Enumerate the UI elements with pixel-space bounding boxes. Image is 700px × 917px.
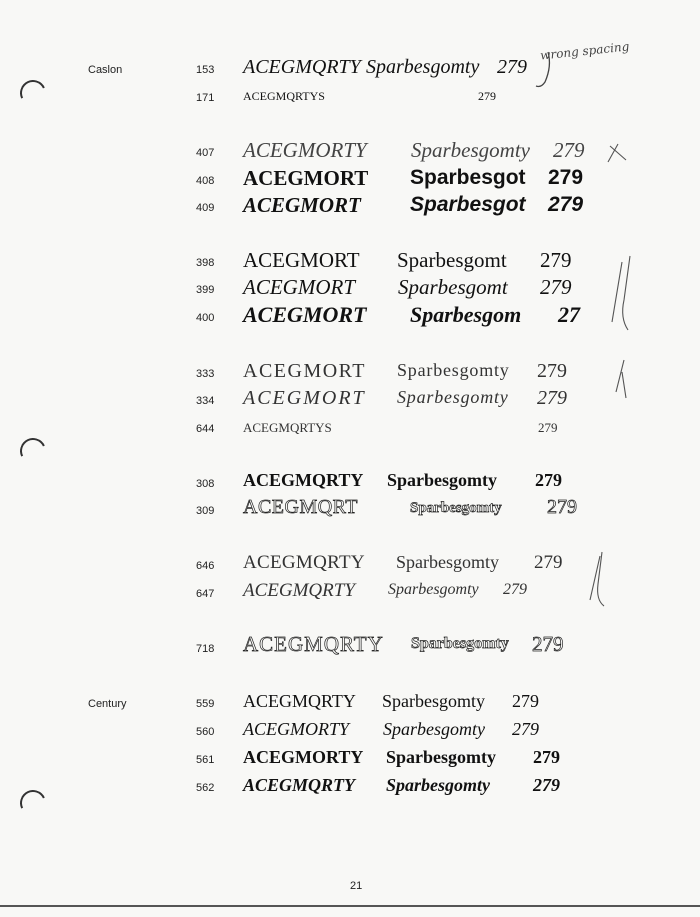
check-mark <box>612 256 630 330</box>
caps-sample: ACEGMORT <box>243 193 361 217</box>
font-number: 409 <box>196 202 215 214</box>
lowercase-sample: Sparbesgomt <box>397 248 507 272</box>
figure-sample: 279 <box>532 632 564 656</box>
figure-sample: 279 <box>538 420 558 435</box>
font-number: 309 <box>196 505 215 517</box>
font-number: 171 <box>196 92 215 104</box>
caps-sample: ACEGMORTY <box>243 719 350 739</box>
font-number: 400 <box>196 312 215 324</box>
figure-sample: 279 <box>512 691 539 711</box>
figure-sample: 279 <box>534 552 563 573</box>
check-mark <box>616 360 626 398</box>
figure-sample: 279 <box>537 387 567 409</box>
caps-sample: ACEGMQRT <box>243 496 359 518</box>
font-number: 407 <box>196 147 215 159</box>
lowercase-sample: Sparbesgomty <box>366 56 480 78</box>
font-number: 718 <box>196 643 215 655</box>
caps-sample: ACEGMQRTY <box>243 470 364 490</box>
font-number: 562 <box>196 782 215 794</box>
lowercase-sample: Sparbesgomty <box>386 747 497 767</box>
figure-sample: 27 <box>558 302 580 327</box>
figure-sample: 279 <box>503 581 527 598</box>
caps-sample: ACEGMORT <box>243 275 355 299</box>
lowercase-sample: Sparbesgomty <box>397 387 509 407</box>
page-number: 21 <box>350 880 363 892</box>
caps-sample: ACEGMQRTYS <box>243 89 325 103</box>
lowercase-sample: Sparbesgomty <box>386 775 491 795</box>
font-number: 334 <box>196 395 215 407</box>
font-number: 560 <box>196 726 215 738</box>
font-number: 398 <box>196 257 215 269</box>
lowercase-sample: Sparbesgomty <box>388 581 479 598</box>
figure-sample: 279 <box>548 166 584 189</box>
lowercase-sample: Sparbesgomty <box>411 635 509 652</box>
caps-sample: ACEGMORT <box>243 387 366 409</box>
font-number: 399 <box>196 284 215 296</box>
font-number: 308 <box>196 478 215 490</box>
lowercase-sample: Sparbesgomty <box>410 500 502 516</box>
caps-sample: ACEGMORT <box>243 166 369 190</box>
family-label-century: Century <box>88 698 127 710</box>
figure-sample: 279 <box>547 496 577 518</box>
caps-sample: ACEGMQRTY <box>243 580 355 601</box>
caps-sample: ACEGMORTY <box>243 747 364 767</box>
figure-sample: 279 <box>548 193 584 216</box>
caps-sample: ACEGMQRTY <box>243 56 361 78</box>
lowercase-sample: Sparbesgomty <box>411 138 530 162</box>
lowercase-sample: Sparbesgom <box>410 302 522 327</box>
figure-sample: 279 <box>533 775 560 795</box>
caps-sample: ACEGMQRTY <box>243 691 356 711</box>
page-edge <box>0 905 700 907</box>
lowercase-sample: Sparbesgomty <box>383 719 485 739</box>
font-number: 646 <box>196 560 215 572</box>
lowercase-sample: Sparbesgomty <box>396 552 499 572</box>
figure-sample: 279 <box>535 470 562 490</box>
caps-sample: ACEGMQRTY <box>243 775 356 795</box>
font-number: 644 <box>196 423 215 435</box>
check-mark <box>608 144 626 162</box>
figure-sample: 279 <box>512 719 539 739</box>
font-number: 647 <box>196 588 215 600</box>
font-number: 561 <box>196 754 215 766</box>
font-number: 333 <box>196 368 215 380</box>
figure-sample: 279 <box>553 138 585 162</box>
caps-sample: ACEGMORT <box>243 248 360 272</box>
lowercase-sample: Sparbesgomty <box>397 360 510 380</box>
caps-sample: ACEGMORT <box>243 360 367 382</box>
handwritten-note: wrong spacing <box>539 39 630 63</box>
lowercase-sample: Sparbesgot <box>410 166 526 189</box>
figure-sample: 279 <box>478 89 496 103</box>
figure-sample: 279 <box>497 56 527 78</box>
figure-sample: 279 <box>540 248 572 272</box>
figure-sample: 279 <box>537 360 567 382</box>
caps-sample: ACEGMQRTY <box>243 552 365 573</box>
lowercase-sample: Sparbesgot <box>410 193 526 216</box>
lowercase-sample: Sparbesgomt <box>398 275 508 299</box>
caps-sample: ACEGMORTY <box>243 138 367 162</box>
lowercase-sample: Sparbesgomty <box>382 691 485 711</box>
font-number: 408 <box>196 175 215 187</box>
check-mark <box>590 552 604 606</box>
family-label-caslon: Caslon <box>88 64 123 76</box>
figure-sample: 279 <box>533 747 560 767</box>
figure-sample: 279 <box>540 275 572 299</box>
lowercase-sample: Sparbesgomty <box>387 470 498 490</box>
font-number: 559 <box>196 698 215 710</box>
font-number: 153 <box>196 64 215 76</box>
caps-sample: ACEGMQRTY <box>243 632 384 656</box>
caps-sample: ACEGMQRTYS <box>243 420 332 435</box>
caps-sample: ACEGMORT <box>243 302 367 327</box>
